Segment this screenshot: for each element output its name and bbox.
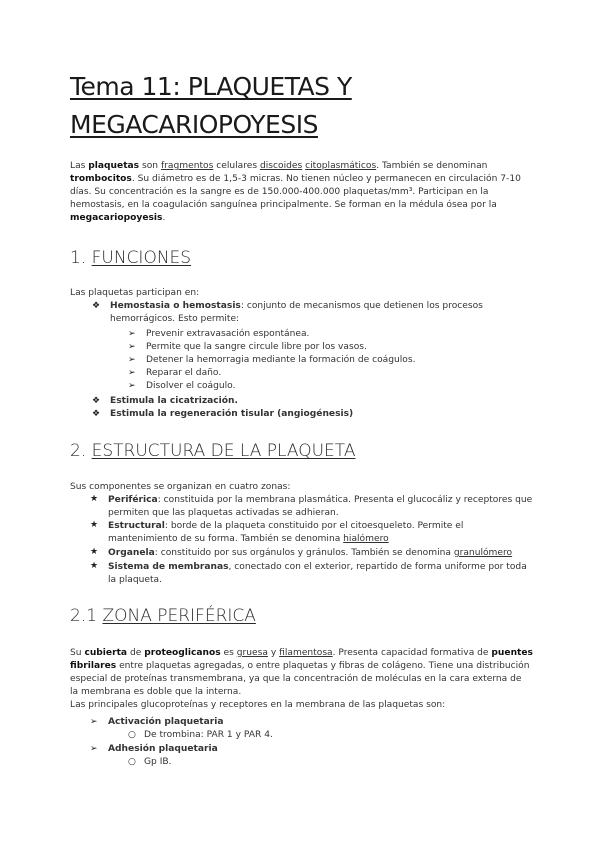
list-item: Estimula la regeneración tisular (angiogénesis) [110, 409, 354, 419]
star-bullet-icon: ★ [90, 520, 99, 530]
star-bullet-icon: ★ [90, 561, 99, 571]
circle-bullet-icon: ○ [128, 757, 136, 767]
sub-list-item: Detener la hemorragia mediante la formación de coágulos. [146, 355, 416, 365]
circle-bullet-icon: ○ [128, 730, 136, 740]
list-item: Activación plaquetaria [108, 717, 224, 727]
list-item: Estimula la cicatrización. [110, 396, 238, 406]
arrow-bullet-icon: ➢ [128, 355, 136, 365]
list-item: Hemostasia o hemostasis: conjunto de mecanismos que detienen los procesos [110, 301, 483, 311]
star-bullet-icon: ★ [90, 494, 99, 504]
page-title-line-2: MEGACARIOPOYESIS [70, 110, 318, 139]
estructura-lead: Sus componentes se organizan en cuatro zonas: [70, 482, 291, 492]
list-item: Organela: constituido por sus orgánulos y gránulos. También se denomina granulómero [108, 548, 513, 558]
page-title-line-1: Tema 11: PLAQUETAS Y [70, 72, 352, 101]
diamond-bullet-icon: ❖ [92, 409, 101, 419]
sub-list-item: Gp IB. [144, 757, 172, 767]
diamond-bullet-icon: ❖ [92, 301, 101, 311]
arrow-bullet-icon: ➢ [128, 368, 136, 378]
section-heading-funciones: 1. FUNCIONES [70, 248, 192, 268]
list-item: Periférica: constituida por la membrana plasmática. Presenta el glucocáliz y receptores que [108, 495, 533, 505]
list-item-continuation: hemorrágicos. Esto permite: [110, 314, 240, 324]
arrow-bullet-icon: ➢ [128, 381, 136, 391]
arrow-bullet-icon: ➢ [90, 744, 98, 754]
star-bullet-icon: ★ [90, 547, 99, 557]
list-item-continuation: la plaqueta. [108, 575, 163, 585]
sub-list-item: De trombina: PAR 1 y PAR 4. [144, 730, 273, 740]
zona-periferica-paragraph: Su cubierta de proteoglicanos es gruesa y filamentosa. Presenta capacidad formativa de puentes fibrilares entre plaquetas agregadas, o entre plaquetas y fibras de colágeno. Tiene una distribución especial de proteínas transmembrana, ya que la concentración de moléculas en la cara externa de la membrana es doble que la interna. Las principales glucoproteínas y receptores en la membrana de las plaquetas son: [70, 648, 533, 711]
list-item: Adhesión plaquetaria [108, 744, 218, 754]
diamond-bullet-icon: ❖ [92, 396, 101, 406]
sub-list-item: Prevenir extravasación espontánea. [146, 329, 310, 339]
list-item: Sistema de membranas, conectado con el exterior, repartido de forma uniforme por toda [108, 562, 527, 572]
arrow-bullet-icon: ➢ [90, 717, 98, 727]
list-item-continuation: permiten que las plaquetas activadas se adhieran. [108, 508, 339, 518]
sub-list-item: Reparar el daño. [146, 368, 222, 378]
list-item-continuation: mantenimiento de su forma. También se denomina hialómero [108, 534, 389, 544]
funciones-lead: Las plaquetas participan en: [70, 288, 200, 298]
arrow-bullet-icon: ➢ [128, 342, 136, 352]
sub-list-item: Permite que la sangre circule libre por los vasos. [146, 342, 367, 352]
intro-paragraph: Las plaquetas son fragmentos celulares discoides citoplasmáticos. También se denominan trombocitos. Su diámetro es de 1,5-3 micras. No tienen núcleo y permanecen en circulación 7-10 días. Su concentración es la sangre es de 150.000-400.000 plaquetas/mm³. Participan en la hemostasis, en la coagulación sanguínea principalmente. Se forman en la médula ósea por la megacariopoyesis. [70, 161, 521, 224]
arrow-bullet-icon: ➢ [128, 329, 136, 339]
section-heading-estructura: 2. ESTRUCTURA DE LA PLAQUETA [70, 441, 356, 461]
list-item: Estructural: borde de la plaqueta constituido por el citoesqueleto. Permite el [108, 521, 464, 531]
section-heading-zona-periferica: 2.1 ZONA PERIFÉRICA [70, 606, 256, 626]
sub-list-item: Disolver el coágulo. [146, 381, 236, 391]
